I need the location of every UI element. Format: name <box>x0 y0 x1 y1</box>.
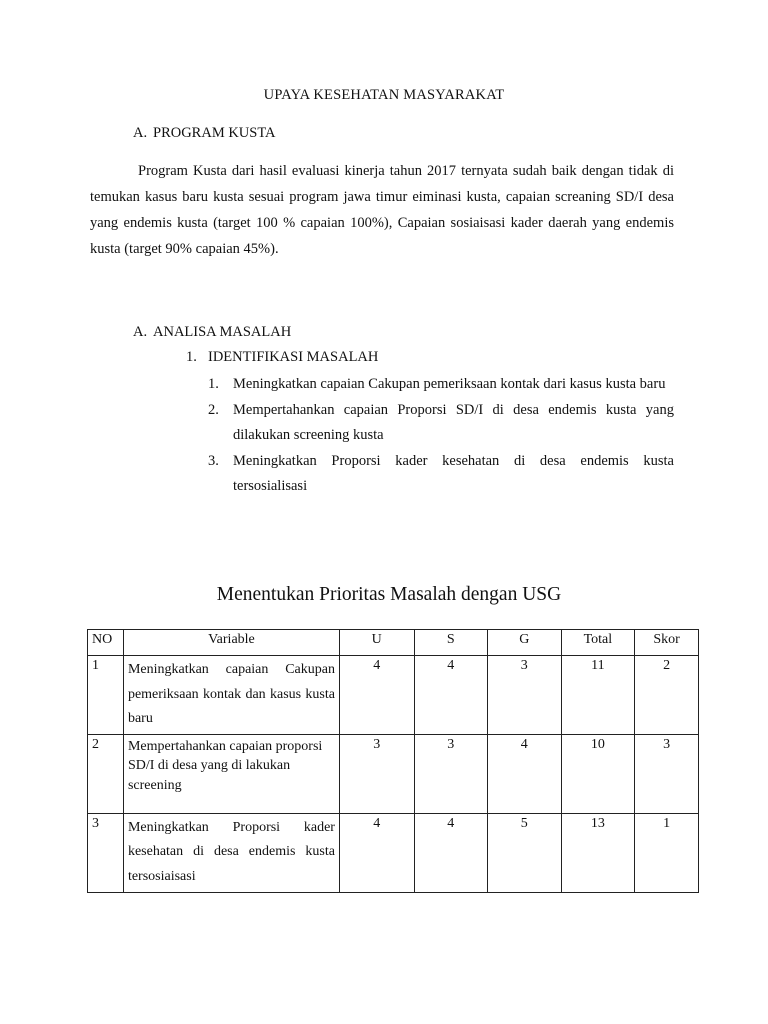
section-program-heading <box>133 125 276 142</box>
identifikasi-marker: 1. <box>186 349 197 365</box>
cell-u: 3 <box>339 734 414 813</box>
header-no: NO <box>88 630 124 656</box>
section-analisa-marker: A. <box>133 324 148 340</box>
list-item <box>208 372 674 397</box>
cell-skor: 1 <box>635 813 699 892</box>
list-item-number: 3. <box>208 453 219 469</box>
table-row <box>88 813 699 892</box>
cell-no: 3 <box>88 813 124 892</box>
list-item <box>208 449 674 499</box>
header-s: S <box>414 630 488 656</box>
table-header-row <box>88 630 699 656</box>
cell-s: 4 <box>414 656 488 735</box>
cell-s: 3 <box>414 734 488 813</box>
cell-total: 11 <box>561 656 635 735</box>
cell-g: 3 <box>488 656 562 735</box>
usg-table-title: Menentukan Prioritas Masalah dengan USG <box>216 584 562 605</box>
list-item-text: Meningkatkan capaian Cakupan pemeriksaan kontak dari kasus kusta baru <box>233 376 666 392</box>
header-skor: Skor <box>635 630 699 656</box>
cell-total: 10 <box>561 734 635 813</box>
section-program-marker: A. <box>133 125 148 141</box>
cell-g: 4 <box>488 734 562 813</box>
cell-variable: Meningkatkan capaian Cakupan pemeriksaan kontak dan kasus kusta baru <box>123 656 339 735</box>
cell-variable: Mempertahankan capaian proporsi SD/I di desa yang di lakukan screening <box>123 734 339 813</box>
cell-u: 4 <box>339 656 414 735</box>
section-program-label: PROGRAM KUSTA <box>153 125 276 141</box>
section-analisa-heading <box>133 324 291 341</box>
header-g: G <box>488 630 562 656</box>
list-item-text: Meningkatkan Proporsi kader kesehatan di desa endemis kusta tersosialisasi <box>233 453 674 494</box>
usg-table <box>87 629 699 893</box>
identifikasi-label: IDENTIFIKASI MASALAH <box>208 349 379 365</box>
cell-u: 4 <box>339 813 414 892</box>
cell-no: 2 <box>88 734 124 813</box>
header-u: U <box>339 630 414 656</box>
table-row <box>88 656 699 735</box>
list-item-number: 1. <box>208 376 219 392</box>
list-item <box>208 398 674 448</box>
table-row <box>88 734 699 813</box>
header-variable: Variable <box>123 630 339 656</box>
document-title: UPAYA KESEHATAN MASYARAKAT <box>263 87 505 103</box>
header-total: Total <box>561 630 635 656</box>
cell-skor: 2 <box>635 656 699 735</box>
cell-s: 4 <box>414 813 488 892</box>
list-item-number: 2. <box>208 402 219 418</box>
problem-list <box>208 372 674 500</box>
cell-no: 1 <box>88 656 124 735</box>
identifikasi-heading <box>186 349 378 366</box>
list-item-text: Mempertahankan capaian Proporsi SD/I di desa endemis kusta yang dilakukan screening kusta <box>233 402 674 443</box>
section-analisa-label: ANALISA MASALAH <box>153 324 292 340</box>
cell-variable: Meningkatkan Proporsi kader kesehatan di desa endemis kusta tersosiaisasi <box>123 813 339 892</box>
cell-skor: 3 <box>635 734 699 813</box>
program-paragraph: Program Kusta dari hasil evaluasi kinerja tahun 2017 ternyata sudah baik dengan tidak di temukan kasus baru kusta sesuai program jawa timur eiminasi kusta, capaian screaning SD/I desa yang endemis kusta (target 100 % capaian 100%), Capaian sosiaisasi kader daerah yang endemis kusta (target 90% capaian 45%). <box>90 163 674 257</box>
cell-total: 13 <box>561 813 635 892</box>
cell-g: 5 <box>488 813 562 892</box>
